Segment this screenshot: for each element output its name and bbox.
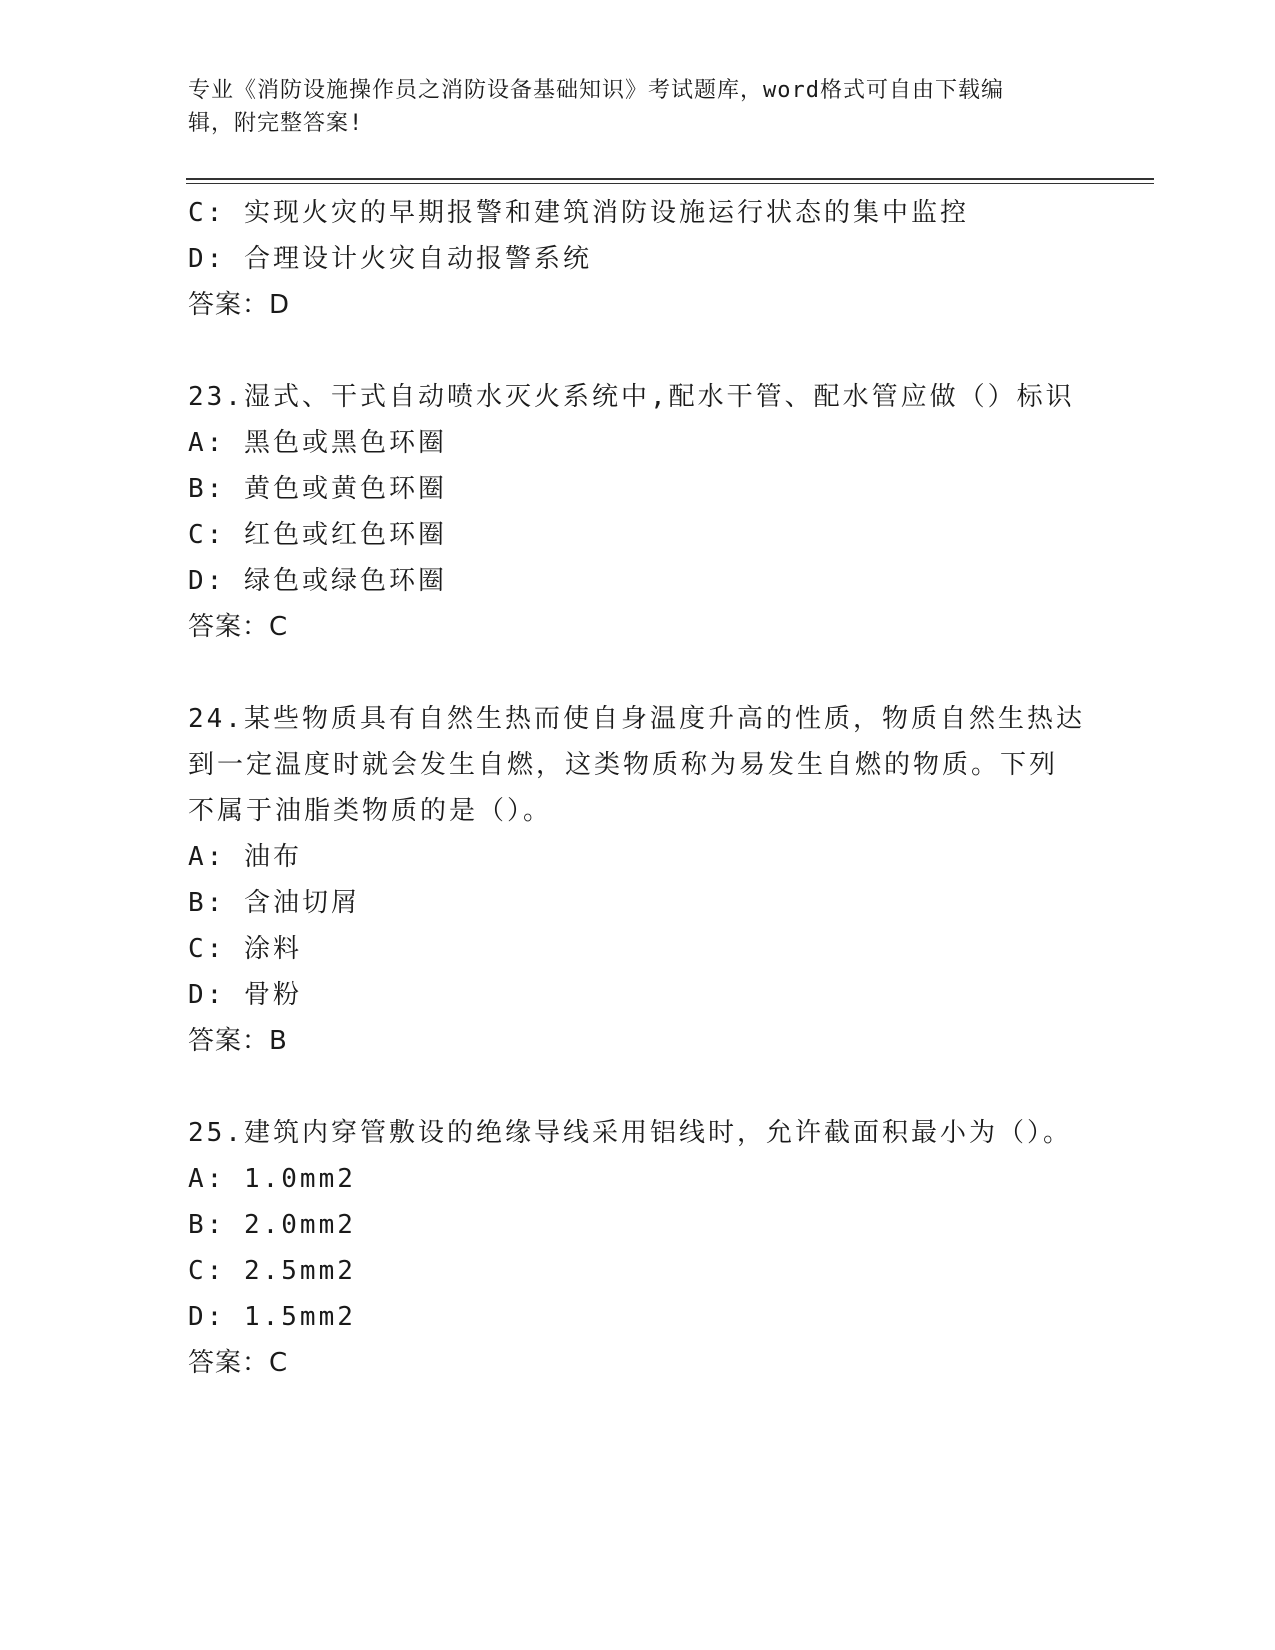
- option-d: D: 骨粉: [188, 980, 302, 1010]
- spacer: [188, 1064, 1088, 1110]
- option-b: B: 含油切屑: [188, 888, 360, 918]
- header-line-1: 专业《消防设施操作员之消防设备基础知识》考试题库，word格式可自由下载编: [188, 78, 1004, 103]
- question-text-line-2: 到一定温度时就会发生自燃，这类物质称为易发生自燃的物质。下列: [188, 750, 1059, 780]
- header-divider-thin: [186, 183, 1154, 184]
- option-d: D: 1.5mm2: [188, 1302, 356, 1332]
- answer-line: 答案：C: [188, 612, 289, 642]
- answer-line: 答案：B: [188, 1026, 288, 1056]
- option-c: C: 实现火灾的早期报警和建筑消防设施运行状态的集中监控: [188, 198, 969, 228]
- question-block-23: [188, 374, 1088, 650]
- option-b: B: 2.0mm2: [188, 1210, 356, 1240]
- header-line-2: 辑，附完整答案!: [188, 111, 364, 136]
- question-text-line-3: 不属于油脂类物质的是（）。: [188, 796, 553, 826]
- question-list: [188, 190, 1088, 1386]
- question-text: 23.湿式、干式自动喷水灭火系统中,配水干管、配水管应做（）标识: [188, 382, 1075, 412]
- question-text: 25.建筑内穿管敷设的绝缘导线采用铝线时，允许截面积最小为（）。: [188, 1118, 1072, 1148]
- option-c: C: 涂料: [188, 934, 302, 964]
- answer-line: 答案：D: [188, 290, 291, 320]
- option-a: A: 黑色或黑色环圈: [188, 428, 447, 458]
- question-block-24: [188, 696, 1088, 1064]
- option-a: A: 油布: [188, 842, 302, 872]
- question-text-line-1: 24.某些物质具有自然生热而使自身温度升高的性质，物质自然生热达: [188, 704, 1085, 734]
- option-c: C: 红色或红色环圈: [188, 520, 447, 550]
- spacer: [188, 328, 1088, 374]
- answer-line: 答案：C: [188, 1348, 289, 1378]
- header-divider-thick: [186, 178, 1154, 180]
- option-d: D: 合理设计火灾自动报警系统: [188, 244, 592, 274]
- question-block-22: [188, 190, 1088, 328]
- document-header: [188, 74, 1078, 140]
- option-a: A: 1.0mm2: [188, 1164, 356, 1194]
- option-d: D: 绿色或绿色环圈: [188, 566, 447, 596]
- spacer: [188, 650, 1088, 696]
- question-block-25: [188, 1110, 1088, 1386]
- option-c: C: 2.5mm2: [188, 1256, 356, 1286]
- option-b: B: 黄色或黄色环圈: [188, 474, 447, 504]
